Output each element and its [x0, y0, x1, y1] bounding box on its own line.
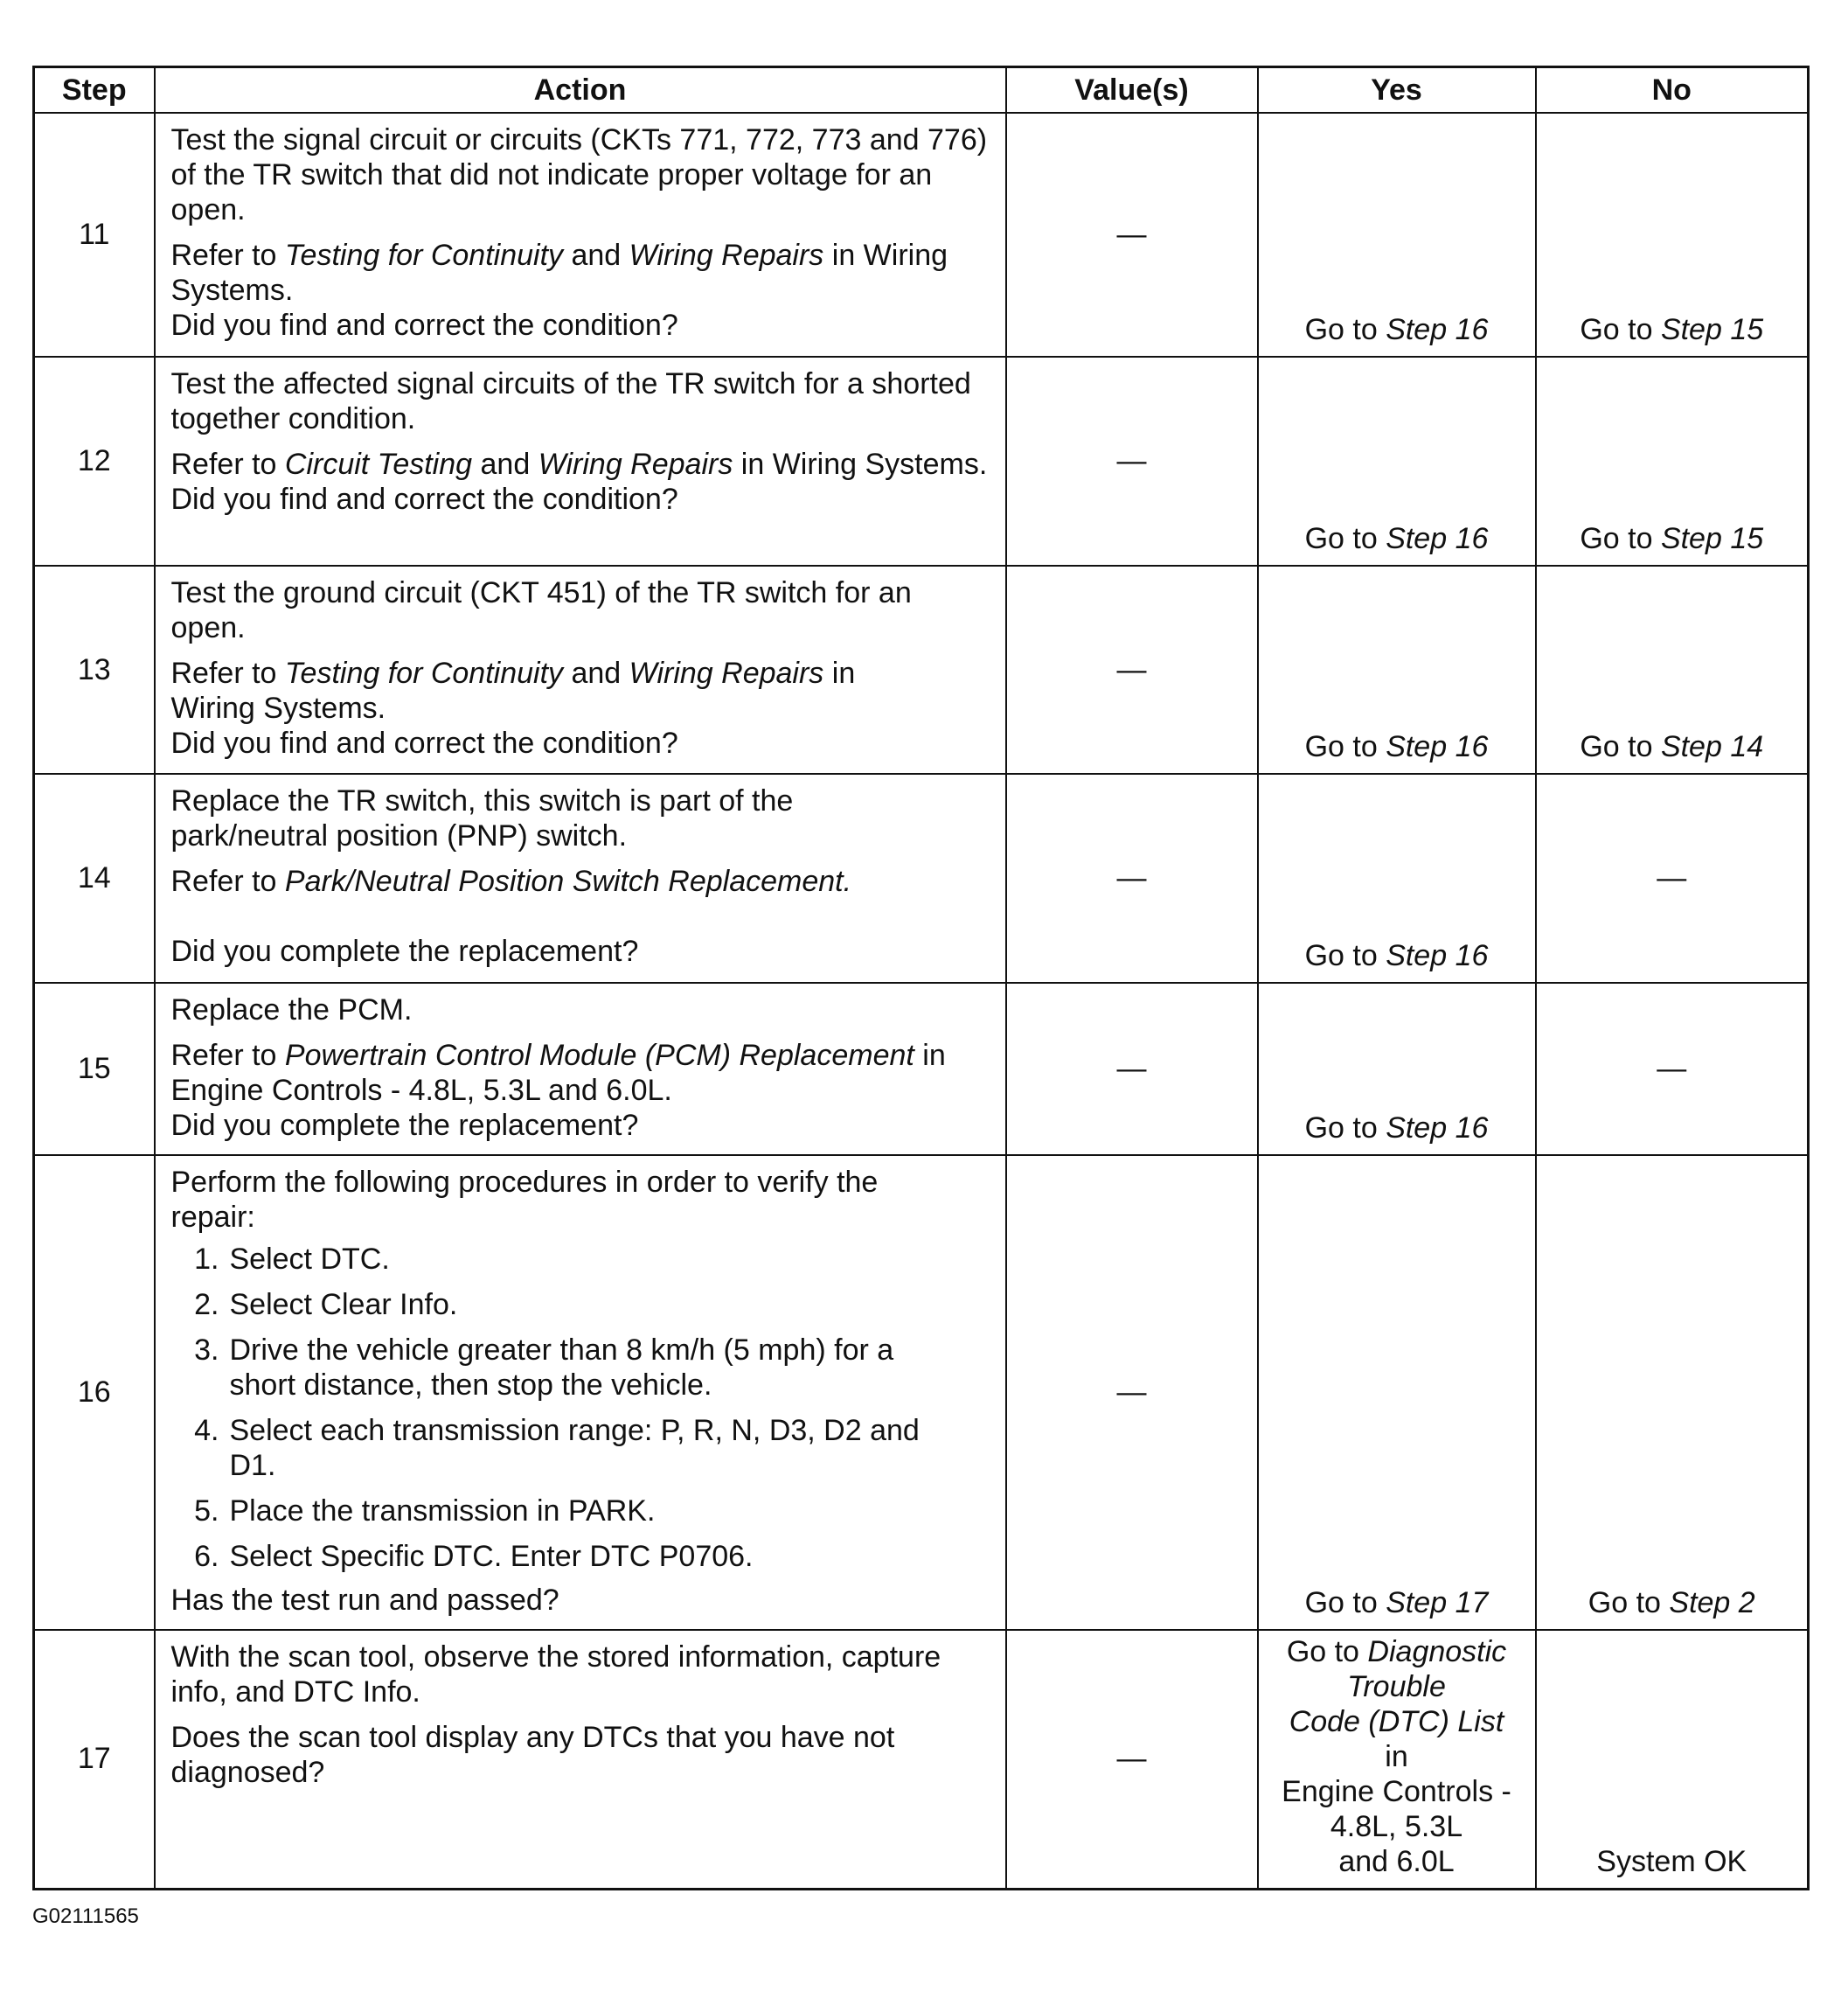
no-text: Go to — [1587, 1586, 1670, 1619]
yes-line: in — [1385, 1739, 1408, 1773]
action-reference — [171, 1038, 998, 1108]
yes-text: Go to — [1286, 1634, 1368, 1668]
yes-step-ref: Step 16 — [1386, 522, 1489, 555]
no-cell — [1536, 357, 1809, 566]
action-reference — [171, 656, 888, 726]
action-instruction: Test the ground circuit (CKT 451) of the TR switch for an open. — [170, 576, 912, 644]
step-number: 16 — [34, 1155, 155, 1630]
procedure-step — [171, 1539, 998, 1574]
procedure-step — [171, 1287, 998, 1322]
procedure-number: 3. — [194, 1333, 219, 1367]
yes-text: Go to — [1304, 939, 1386, 972]
action-instruction: Test the affected signal circuits of the TR switch for a shorted together condition. — [170, 367, 971, 435]
ref-text: in Wiring Systems. — [170, 657, 856, 725]
action-question: Has the test run and passed? — [170, 1584, 559, 1617]
procedure-list — [171, 1242, 998, 1574]
ref-text: in Wiring Systems. — [733, 448, 988, 481]
header-values: Value(s) — [1006, 67, 1258, 114]
value-cell: — — [1006, 774, 1258, 983]
step-number: 15 — [34, 983, 155, 1155]
value-cell: — — [1006, 357, 1258, 566]
value-cell: — — [1006, 1630, 1258, 1889]
yes-text: Go to — [1304, 522, 1386, 555]
figure-id: G02111565 — [32, 1904, 139, 1928]
action-reference — [171, 864, 998, 899]
table-row — [34, 983, 1809, 1155]
step-number: 13 — [34, 566, 155, 774]
yes-step-ref: Step 16 — [1386, 939, 1489, 972]
diagnostic-table — [32, 66, 1810, 1890]
yes-line: 4.8L, 5.3L — [1330, 1809, 1463, 1843]
action-instruction: With the scan tool, observe the stored information, capture info, and DTC Info. — [170, 1640, 941, 1709]
action-cell — [155, 357, 1006, 566]
ref-text: and — [563, 239, 629, 272]
step-number: 12 — [34, 357, 155, 566]
action-cell — [155, 1630, 1006, 1889]
ref-link: Park/Neutral Position Switch Replacement. — [284, 865, 852, 898]
yes-line: Trouble — [1347, 1669, 1446, 1703]
action-question: Did you complete the replacement? — [170, 935, 639, 968]
procedure-number: 5. — [194, 1494, 219, 1528]
yes-cell — [1258, 357, 1536, 566]
no-cell: System OK — [1536, 1630, 1809, 1889]
no-cell — [1536, 1155, 1809, 1630]
value-cell: — — [1006, 983, 1258, 1155]
action-question: Did you complete the replacement? — [170, 1109, 639, 1142]
action-cell — [155, 774, 1006, 983]
no-text: Go to — [1580, 522, 1661, 555]
no-cell: — — [1536, 774, 1809, 983]
step-number: 11 — [34, 113, 155, 357]
yes-step-ref: Step 16 — [1386, 1111, 1489, 1145]
value-cell: — — [1006, 566, 1258, 774]
procedure-number: 4. — [194, 1414, 219, 1447]
ref-text: and — [472, 448, 538, 481]
step-number: 14 — [34, 774, 155, 983]
ref-link: Circuit Testing — [284, 448, 473, 481]
no-step-ref: Step 2 — [1669, 1586, 1755, 1619]
table-row — [34, 566, 1809, 774]
no-cell — [1536, 113, 1809, 357]
ref-text: Refer to — [170, 865, 285, 898]
table-row — [34, 357, 1809, 566]
procedure-step — [171, 1333, 998, 1403]
procedure-text: Select DTC. — [229, 1243, 390, 1276]
yes-line: Code (DTC) List — [1289, 1704, 1504, 1738]
no-text: Go to — [1580, 730, 1661, 763]
yes-line: Engine Controls - — [1282, 1774, 1511, 1808]
ref-link: Testing for Continuity — [284, 657, 564, 690]
no-step-ref: Step 14 — [1660, 730, 1764, 763]
procedure-text: Select each transmission range: P, R, N, D3, D2 and D1. — [229, 1414, 920, 1482]
yes-cell — [1258, 1155, 1536, 1630]
ref-link: Wiring Repairs — [629, 239, 824, 272]
action-reference — [171, 447, 998, 482]
action-cell — [155, 113, 1006, 357]
no-text: Go to — [1580, 313, 1661, 346]
header-step: Step — [34, 67, 155, 114]
yes-text: Go to — [1304, 730, 1386, 763]
action-question: Did you find and correct the condition? — [170, 309, 678, 342]
procedure-number: 1. — [194, 1243, 219, 1276]
action-question: Did you find and correct the condition? — [170, 727, 678, 760]
yes-text: Go to — [1304, 1586, 1386, 1619]
ref-text: Refer to — [170, 657, 285, 690]
step-number: 17 — [34, 1630, 155, 1889]
yes-text: Go to — [1304, 1111, 1386, 1145]
ref-text: Refer to — [170, 1039, 285, 1072]
procedure-text: Drive the vehicle greater than 8 km/h (5 mph) for a short distance, then stop the vehicle. — [229, 1333, 894, 1402]
yes-cell — [1258, 774, 1536, 983]
procedure-number: 2. — [194, 1288, 219, 1321]
ref-text: in Engine Controls - 4.8L, 5.3L and 6.0L. — [170, 1039, 946, 1107]
yes-cell — [1258, 566, 1536, 774]
action-cell — [155, 566, 1006, 774]
action-instruction: Replace the TR switch, this switch is part of the park/neutral position (PNP) switch. — [170, 784, 794, 853]
ref-link: Testing for Continuity — [284, 239, 564, 272]
action-instruction: Replace the PCM. — [170, 993, 413, 1027]
table-row — [34, 774, 1809, 983]
yes-step-ref: Step 16 — [1386, 730, 1489, 763]
yes-cell — [1258, 1630, 1536, 1889]
no-step-ref: Step 15 — [1660, 522, 1764, 555]
header-action: Action — [155, 67, 1006, 114]
action-instruction: Perform the following procedures in order to verify the repair: — [170, 1166, 879, 1234]
ref-link: Wiring Repairs — [629, 657, 824, 690]
value-cell: — — [1006, 1155, 1258, 1630]
table-row — [34, 113, 1809, 357]
yes-line — [1259, 1634, 1535, 1669]
procedure-text: Select Specific DTC. Enter DTC P0706. — [229, 1540, 754, 1573]
ref-link: Wiring Repairs — [538, 448, 733, 481]
no-step-ref: Step 15 — [1660, 313, 1764, 346]
action-question: Does the scan tool display any DTCs that you have not diagnosed? — [170, 1721, 895, 1789]
value-cell: — — [1006, 113, 1258, 357]
header-row — [34, 67, 1809, 114]
action-reference — [171, 238, 998, 308]
action-question: Did you find and correct the condition? — [170, 483, 678, 516]
action-cell — [155, 983, 1006, 1155]
procedure-text: Select Clear Info. — [229, 1288, 458, 1321]
action-instruction: Test the signal circuit or circuits (CKTs 771, 772, 773 and 776) of the TR switch that did not indicate proper voltage for an open. — [170, 123, 988, 226]
ref-text: Refer to — [170, 448, 285, 481]
ref-text: in Wiring Systems. — [170, 239, 948, 307]
yes-text: Go to — [1304, 313, 1386, 346]
header-yes: Yes — [1258, 67, 1536, 114]
procedure-step — [171, 1242, 998, 1277]
ref-text: and — [563, 657, 629, 690]
yes-cell — [1258, 113, 1536, 357]
no-cell: — — [1536, 983, 1809, 1155]
action-cell — [155, 1155, 1006, 1630]
procedure-text: Place the transmission in PARK. — [229, 1494, 656, 1528]
yes-ref: Diagnostic — [1367, 1634, 1507, 1668]
yes-line: and 6.0L — [1338, 1844, 1455, 1878]
ref-link: Powertrain Control Module (PCM) Replacement — [284, 1039, 914, 1072]
header-no: No — [1536, 67, 1809, 114]
yes-step-ref: Step 16 — [1386, 313, 1489, 346]
procedure-step — [171, 1413, 998, 1483]
no-cell — [1536, 566, 1809, 774]
procedure-number: 6. — [194, 1540, 219, 1573]
yes-cell — [1258, 983, 1536, 1155]
table-row — [34, 1630, 1809, 1889]
procedure-step — [171, 1493, 998, 1528]
spacer — [171, 899, 998, 934]
ref-text: Refer to — [170, 239, 285, 272]
yes-step-ref: Step 17 — [1386, 1586, 1489, 1619]
table-row — [34, 1155, 1809, 1630]
